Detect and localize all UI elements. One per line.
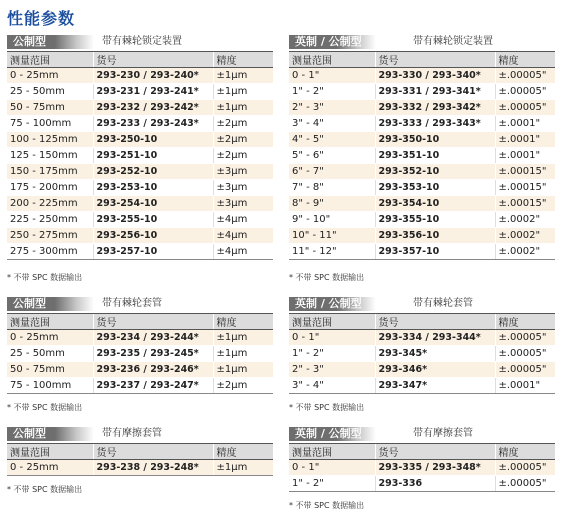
table-row <box>7 100 273 116</box>
cell-range: 0 - 1" <box>289 330 375 346</box>
cell-model: 293-350-10 <box>375 132 495 148</box>
table-row <box>289 244 555 260</box>
cell-model: 293-252-10 <box>93 164 213 180</box>
table-row <box>289 68 555 84</box>
cell-range: 2" - 3" <box>289 362 375 378</box>
cell-model: 293-357-10 <box>375 244 495 260</box>
cell-accuracy: ±2μm <box>213 148 273 164</box>
cell-model: 293-346* <box>375 362 495 378</box>
spc-note: * 不带 SPC 数据输出 <box>289 403 365 412</box>
table-row <box>7 228 273 244</box>
table-row <box>289 116 555 132</box>
cell-model: 293-257-10 <box>93 244 213 260</box>
cell-accuracy: ±1μm <box>213 330 273 346</box>
page-title: 性能参数 <box>7 9 76 28</box>
section-badge: 公制型 <box>7 35 94 49</box>
spec-section-metric-friction-thimble <box>7 427 273 476</box>
cell-model: 293-234 / 293-244* <box>93 330 213 346</box>
cell-accuracy: ±2μm <box>213 132 273 148</box>
cell-accuracy: ±.00005" <box>495 476 555 492</box>
col-header-range: 测量范围 <box>7 444 93 460</box>
section-badge: 公制型 <box>7 297 94 311</box>
table-row <box>289 100 555 116</box>
table-row <box>289 228 555 244</box>
spec-section-metric-ratchet-thimble <box>7 297 273 394</box>
cell-model: 293-253-10 <box>93 180 213 196</box>
cell-accuracy: ±3μm <box>213 180 273 196</box>
table-row <box>7 212 273 228</box>
cell-range: 275 - 300mm <box>7 244 93 260</box>
cell-range: 0 - 1" <box>289 68 375 84</box>
cell-range: 4" - 5" <box>289 132 375 148</box>
cell-model: 293-347* <box>375 378 495 394</box>
cell-range: 3" - 4" <box>289 378 375 394</box>
cell-accuracy: ±.00005" <box>495 68 555 84</box>
cell-model: 293-353-10 <box>375 180 495 196</box>
cell-model: 293-238 / 293-248* <box>93 460 213 476</box>
col-header-accuracy: 精度 <box>495 444 555 460</box>
cell-accuracy: ±3μm <box>213 164 273 180</box>
table-row <box>289 330 555 346</box>
table-row <box>289 378 555 394</box>
section-description: 带有棘轮锁定装置 <box>102 36 182 47</box>
cell-range: 11" - 12" <box>289 244 375 260</box>
cell-range: 175 - 200mm <box>7 180 93 196</box>
section-description: 带有棘轮锁定装置 <box>413 36 493 47</box>
cell-range: 0 - 25mm <box>7 68 93 84</box>
spec-table <box>289 313 555 394</box>
section-description: 带有棘轮套管 <box>413 298 473 309</box>
col-header-accuracy: 精度 <box>495 314 555 330</box>
cell-range: 1" - 2" <box>289 476 375 492</box>
cell-range: 200 - 225mm <box>7 196 93 212</box>
section-badge: 英制 / 公制型 <box>289 35 376 49</box>
cell-range: 50 - 75mm <box>7 100 93 116</box>
cell-range: 250 - 275mm <box>7 228 93 244</box>
spec-section-inch-ratchet-lock <box>289 35 555 260</box>
cell-accuracy: ±1μm <box>213 84 273 100</box>
spec-table <box>7 51 273 260</box>
cell-range: 1" - 2" <box>289 346 375 362</box>
section-description: 带有棘轮套管 <box>102 298 162 309</box>
cell-accuracy: ±.0001" <box>495 378 555 394</box>
table-row <box>7 148 273 164</box>
table-row <box>7 244 273 260</box>
col-header-range: 测量范围 <box>7 52 93 68</box>
cell-range: 50 - 75mm <box>7 362 93 378</box>
table-row <box>289 132 555 148</box>
table-row <box>289 196 555 212</box>
table-row <box>7 362 273 378</box>
cell-model: 293-254-10 <box>93 196 213 212</box>
col-header-accuracy: 精度 <box>495 52 555 68</box>
cell-accuracy: ±1μm <box>213 460 273 476</box>
cell-model: 293-355-10 <box>375 212 495 228</box>
table-row <box>7 196 273 212</box>
cell-model: 293-354-10 <box>375 196 495 212</box>
cell-range: 125 - 150mm <box>7 148 93 164</box>
cell-range: 75 - 100mm <box>7 378 93 394</box>
col-header-model: 货号 <box>93 52 213 68</box>
table-row <box>289 476 555 492</box>
col-header-model: 货号 <box>93 444 213 460</box>
cell-range: 9" - 10" <box>289 212 375 228</box>
cell-model: 293-351-10 <box>375 148 495 164</box>
cell-range: 7" - 8" <box>289 180 375 196</box>
col-header-range: 测量范围 <box>289 444 375 460</box>
cell-range: 3" - 4" <box>289 116 375 132</box>
table-row <box>289 362 555 378</box>
table-row <box>7 460 273 476</box>
cell-range: 0 - 25mm <box>7 330 93 346</box>
cell-accuracy: ±.0001" <box>495 148 555 164</box>
table-row <box>7 180 273 196</box>
cell-accuracy: ±.00005" <box>495 100 555 116</box>
cell-accuracy: ±.0002" <box>495 228 555 244</box>
spec-table <box>289 443 555 492</box>
col-header-accuracy: 精度 <box>213 444 273 460</box>
cell-range: 75 - 100mm <box>7 116 93 132</box>
cell-accuracy: ±.00005" <box>495 346 555 362</box>
cell-range: 1" - 2" <box>289 84 375 100</box>
cell-accuracy: ±.0001" <box>495 132 555 148</box>
col-header-model: 货号 <box>375 52 495 68</box>
col-header-range: 测量范围 <box>289 314 375 330</box>
spec-section-metric-ratchet-lock <box>7 35 273 260</box>
cell-accuracy: ±.0002" <box>495 244 555 260</box>
cell-accuracy: ±.00015" <box>495 164 555 180</box>
cell-model: 293-235 / 293-245* <box>93 346 213 362</box>
section-badge: 公制型 <box>7 427 94 441</box>
cell-model: 293-255-10 <box>93 212 213 228</box>
table-row <box>7 132 273 148</box>
table-row <box>7 68 273 84</box>
cell-accuracy: ±.00015" <box>495 180 555 196</box>
cell-model: 293-352-10 <box>375 164 495 180</box>
col-header-accuracy: 精度 <box>213 52 273 68</box>
cell-range: 5" - 6" <box>289 148 375 164</box>
cell-accuracy: ±1μm <box>213 362 273 378</box>
spec-table <box>7 443 273 476</box>
section-description: 带有摩擦套管 <box>413 428 473 439</box>
spec-table <box>289 51 555 260</box>
cell-range: 8" - 9" <box>289 196 375 212</box>
table-row <box>7 346 273 362</box>
section-badge: 英制 / 公制型 <box>289 297 376 311</box>
spc-note: * 不带 SPC 数据输出 <box>7 273 83 282</box>
cell-range: 2" - 3" <box>289 100 375 116</box>
cell-range: 6" - 7" <box>289 164 375 180</box>
cell-model: 293-256-10 <box>93 228 213 244</box>
cell-range: 225 - 250mm <box>7 212 93 228</box>
cell-model: 293-332 / 293-342* <box>375 100 495 116</box>
table-row <box>289 84 555 100</box>
cell-model: 293-230 / 293-240* <box>93 68 213 84</box>
spc-note: * 不带 SPC 数据输出 <box>289 273 365 282</box>
cell-accuracy: ±.00015" <box>495 196 555 212</box>
cell-accuracy: ±.00005" <box>495 84 555 100</box>
cell-model: 293-236 / 293-246* <box>93 362 213 378</box>
cell-model: 293-231 / 293-241* <box>93 84 213 100</box>
cell-accuracy: ±.00005" <box>495 362 555 378</box>
col-header-model: 货号 <box>375 314 495 330</box>
spc-note: * 不带 SPC 数据输出 <box>7 403 83 412</box>
cell-accuracy: ±.0002" <box>495 212 555 228</box>
col-header-accuracy: 精度 <box>213 314 273 330</box>
section-badge: 英制 / 公制型 <box>289 427 376 441</box>
cell-accuracy: ±1μm <box>213 346 273 362</box>
table-row <box>7 84 273 100</box>
cell-range: 100 - 125mm <box>7 132 93 148</box>
cell-accuracy: ±.00005" <box>495 460 555 476</box>
col-header-model: 货号 <box>93 314 213 330</box>
cell-model: 293-336 <box>375 476 495 492</box>
cell-accuracy: ±2μm <box>213 116 273 132</box>
col-header-model: 货号 <box>375 444 495 460</box>
cell-accuracy: ±.00005" <box>495 330 555 346</box>
cell-range: 0 - 25mm <box>7 460 93 476</box>
cell-range: 0 - 1" <box>289 460 375 476</box>
cell-model: 293-232 / 293-242* <box>93 100 213 116</box>
table-row <box>289 460 555 476</box>
cell-accuracy: ±1μm <box>213 100 273 116</box>
cell-model: 293-330 / 293-340* <box>375 68 495 84</box>
cell-range: 25 - 50mm <box>7 346 93 362</box>
cell-accuracy: ±1μm <box>213 68 273 84</box>
cell-model: 293-233 / 293-243* <box>93 116 213 132</box>
cell-model: 293-356-10 <box>375 228 495 244</box>
cell-model: 293-335 / 293-348* <box>375 460 495 476</box>
cell-model: 293-250-10 <box>93 132 213 148</box>
cell-model: 293-237 / 293-247* <box>93 378 213 394</box>
section-description: 带有摩擦套管 <box>102 428 162 439</box>
cell-range: 25 - 50mm <box>7 84 93 100</box>
table-row <box>7 116 273 132</box>
cell-model: 293-334 / 293-344* <box>375 330 495 346</box>
spc-note: * 不带 SPC 数据输出 <box>289 501 365 510</box>
spc-note: * 不带 SPC 数据输出 <box>7 485 83 494</box>
cell-accuracy: ±4μm <box>213 228 273 244</box>
table-row <box>7 164 273 180</box>
table-row <box>289 346 555 362</box>
table-row <box>289 180 555 196</box>
cell-accuracy: ±.0001" <box>495 116 555 132</box>
cell-accuracy: ±4μm <box>213 244 273 260</box>
table-row <box>7 330 273 346</box>
spec-section-inch-ratchet-thimble <box>289 297 555 394</box>
spec-section-inch-friction-thimble <box>289 427 555 492</box>
cell-model: 293-251-10 <box>93 148 213 164</box>
col-header-range: 测量范围 <box>289 52 375 68</box>
table-row <box>289 148 555 164</box>
spec-table <box>7 313 273 394</box>
col-header-range: 测量范围 <box>7 314 93 330</box>
table-row <box>289 164 555 180</box>
cell-model: 293-333 / 293-343* <box>375 116 495 132</box>
cell-range: 10" - 11" <box>289 228 375 244</box>
cell-accuracy: ±3μm <box>213 196 273 212</box>
table-row <box>289 212 555 228</box>
cell-accuracy: ±4μm <box>213 212 273 228</box>
cell-model: 293-331 / 293-341* <box>375 84 495 100</box>
cell-range: 150 - 175mm <box>7 164 93 180</box>
table-row <box>7 378 273 394</box>
cell-accuracy: ±2μm <box>213 378 273 394</box>
cell-model: 293-345* <box>375 346 495 362</box>
